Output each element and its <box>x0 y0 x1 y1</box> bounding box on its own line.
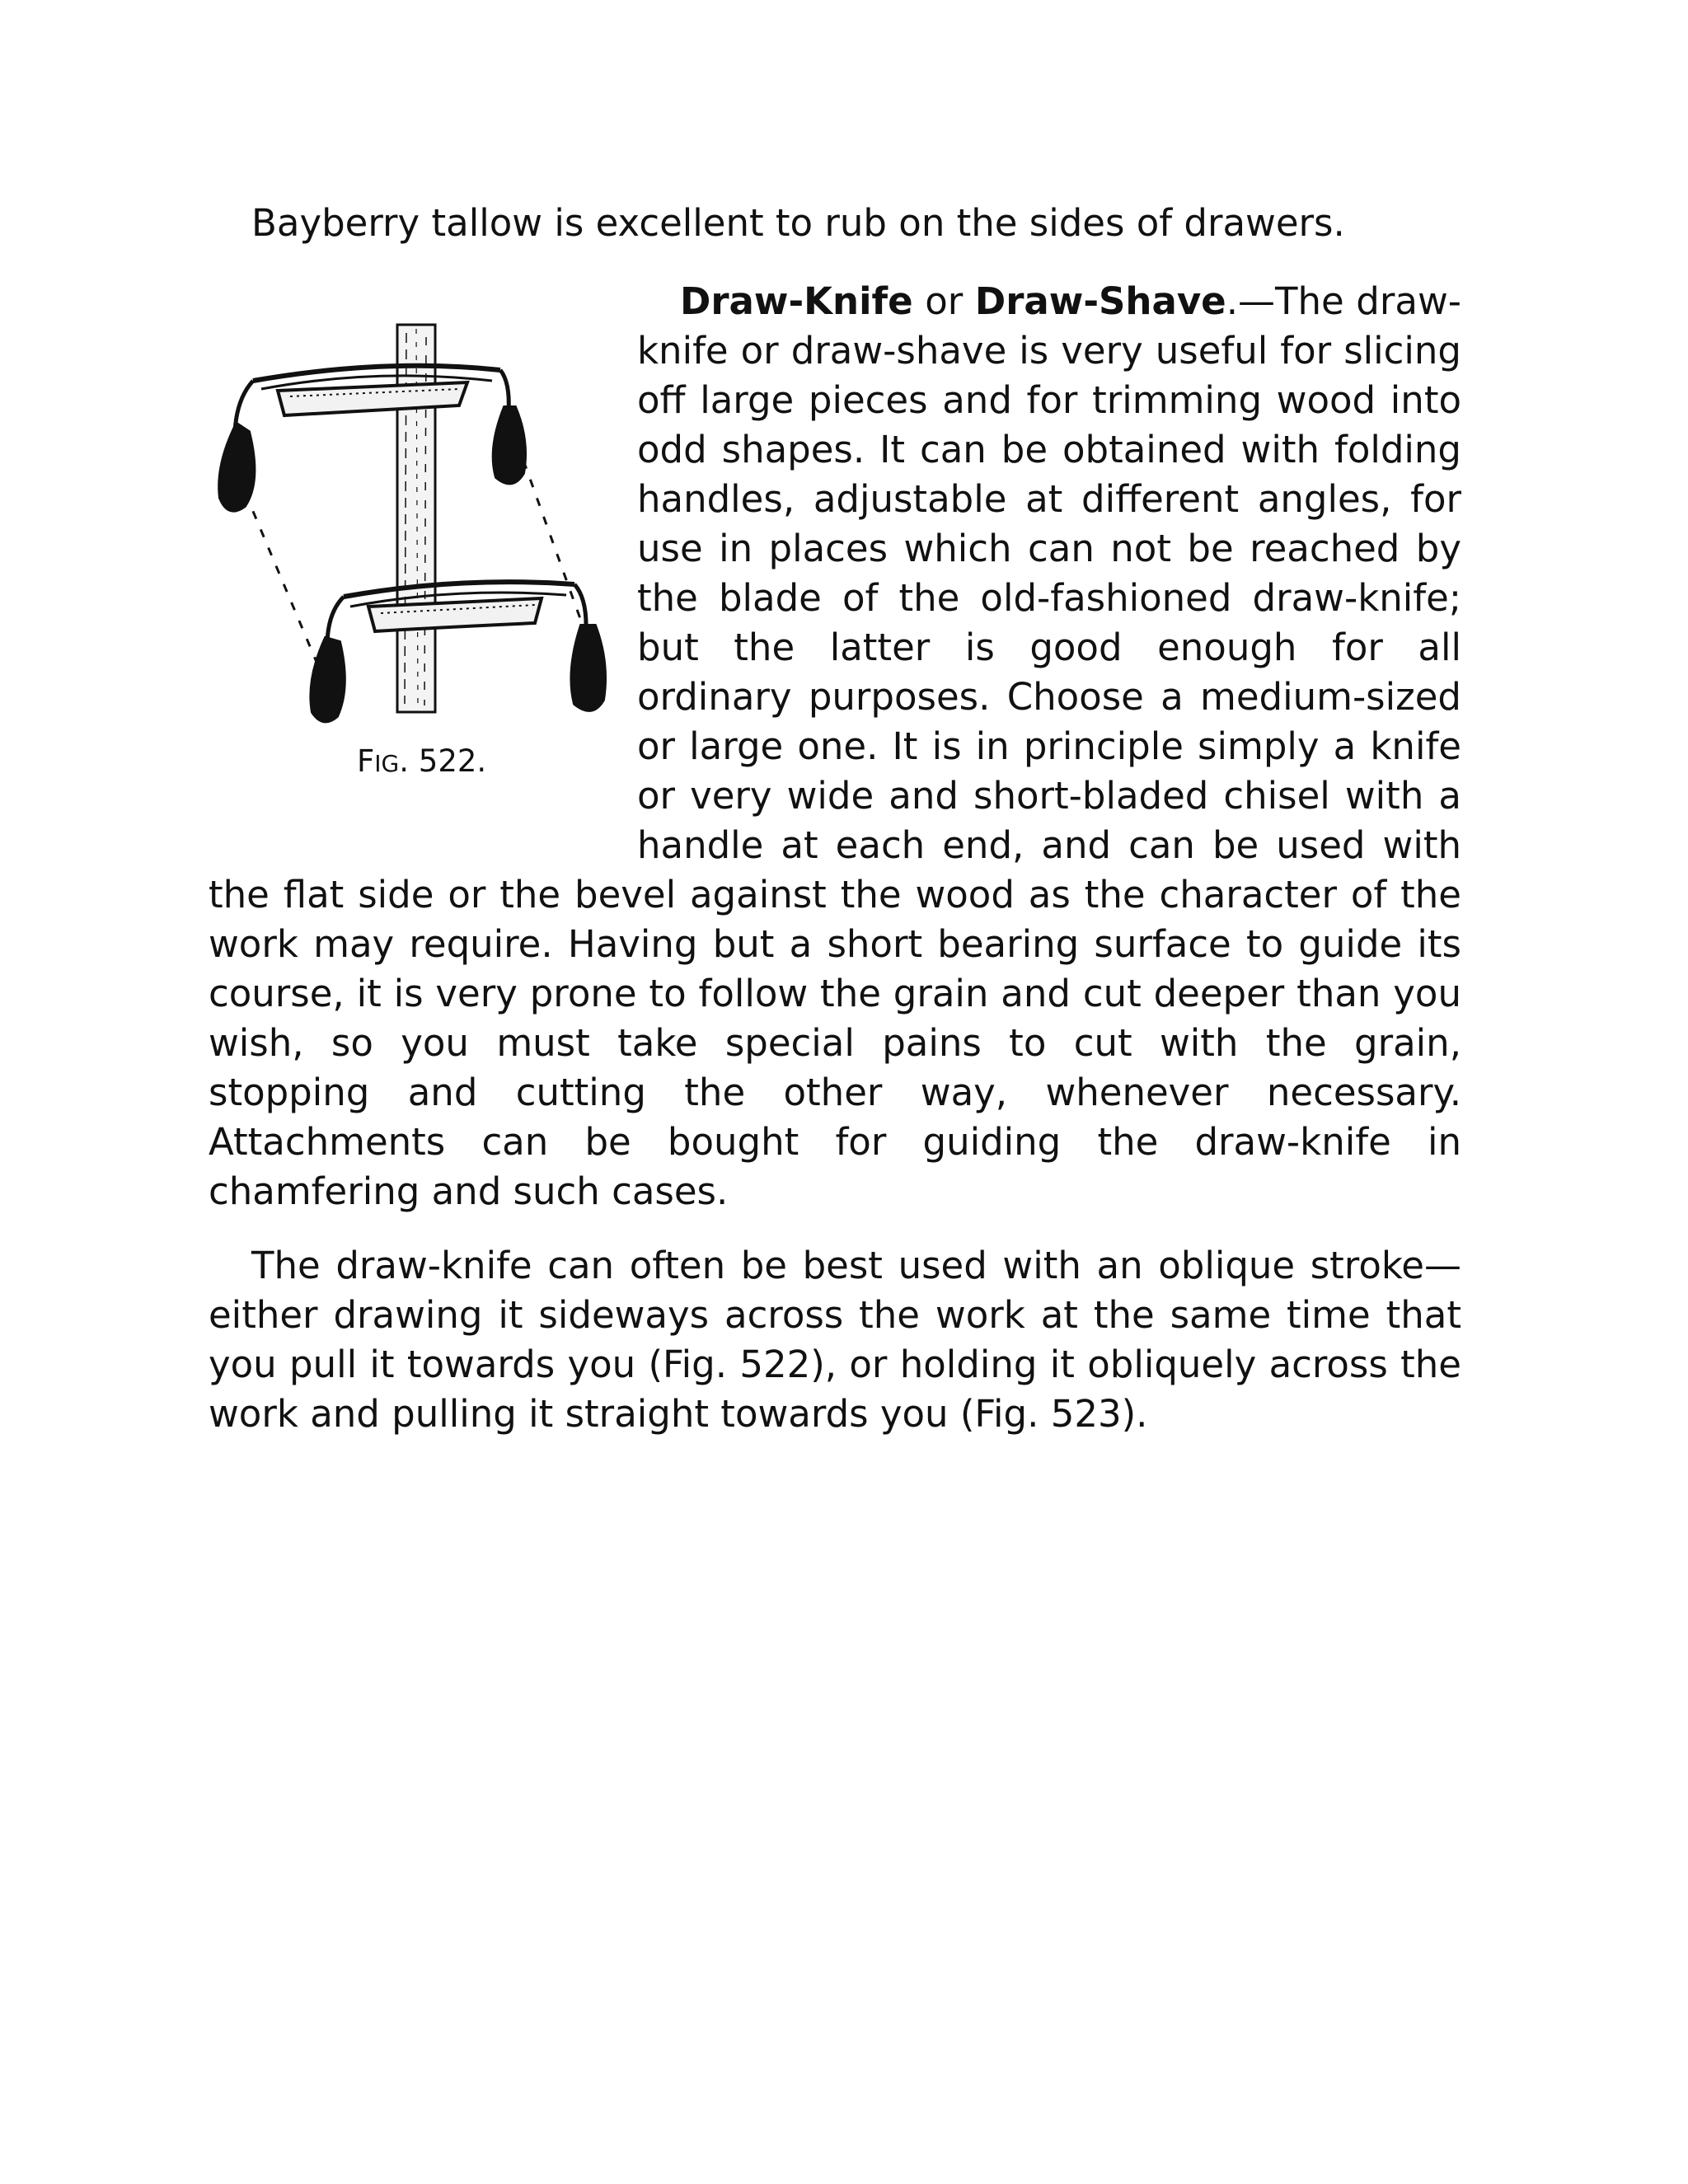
figure-caption-smallcaps: IG <box>374 750 400 777</box>
figure-caption-number: . 522. <box>399 743 487 779</box>
figure-caption <box>357 745 486 780</box>
paragraph-bayberry-text: Bayberry tallow is excellent to rub on the sides of drawers. <box>251 201 1345 245</box>
upper-drawknife <box>219 366 525 511</box>
drawknife-section <box>209 277 1461 1439</box>
term-draw-shave: Draw-Shave <box>974 279 1226 323</box>
lower-drawknife <box>311 582 605 721</box>
paragraph-drawknife-body: .—The draw-knife or draw-shave is very useful for slicing off large pieces and for trimming wood into odd shapes. It can be obtained with folding handles, adjustable at different angles, for use in places which can not be reached by the blade of the old-fashioned draw-knife; but the latter is good enough for all ordinary purposes. Choose a medium-sized or large one. It is in principle simply a knife or very wide and short-bladed chisel with a handle at each end, and can be used with the flat side or the bevel against the wood as the character of the work may require. Having but a short bearing surface to guide its course, it is very prone to follow the grain and cut deeper than you wish, so you must take special pains to cut with the grain, stopping and cutting the other way, whenever necessary. Attachments can be bought for guiding the draw-knife in chamfering and such cases. <box>209 279 1461 1213</box>
drawknife-illustration <box>212 300 624 729</box>
term-connector: or <box>912 279 975 323</box>
paragraph-bayberry <box>251 199 1461 248</box>
figure-caption-initial: F <box>357 743 375 779</box>
figure-522 <box>209 277 637 870</box>
paragraph-oblique-text: The draw-knife can often be best used with an oblique stroke—either drawing it sideways across the work at the same time that you pull it towards you (Fig. 522), or holding it obliquely across the work and pulling it straight towards you (Fig. 523). <box>209 1244 1461 1436</box>
term-draw-knife: Draw-Knife <box>680 279 913 323</box>
paragraph-oblique-stroke <box>209 1241 1461 1439</box>
